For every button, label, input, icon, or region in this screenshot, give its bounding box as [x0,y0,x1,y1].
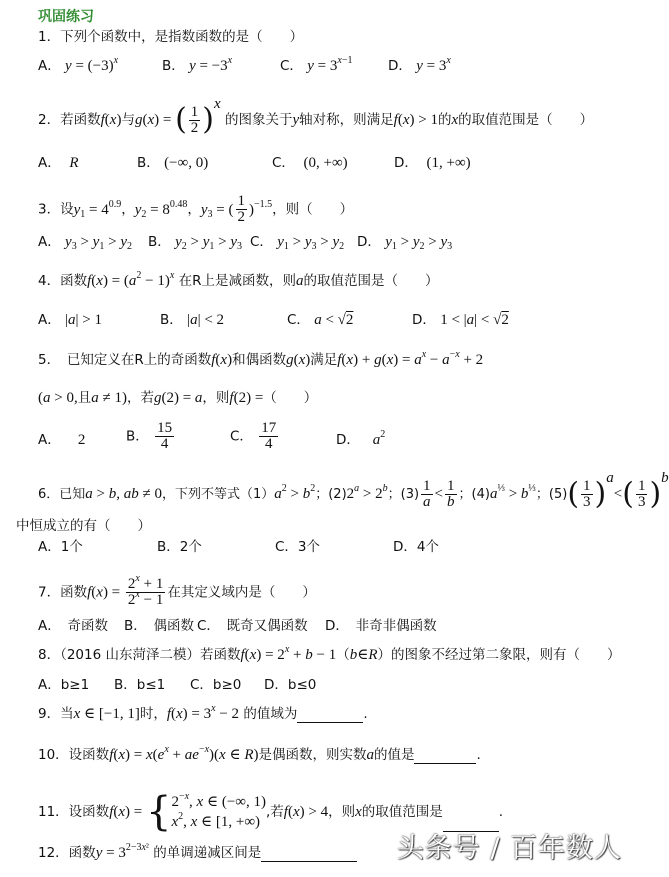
q3-option-a: A． $y_3 > y_1 > y_2$ [38,234,132,252]
q4-option-a: A． |a| > 1 [38,312,103,328]
q1-option-c: C． $y = 3^{x-1}$ [280,55,353,74]
q6-option-d: D．4个 [393,539,439,555]
q5-option-a: A． 2 [38,432,86,448]
q6-option-c: C．3个 [275,539,321,555]
q3-option-b: B． $y_2 > y_1 > y_3$ [148,234,243,252]
q2-option-a: A． R [38,155,79,171]
q7-option-c: C． 既奇又偶函数 [197,618,308,634]
q5-stem: 5． 已知定义在R上的奇函数f(x)和偶函数g(x)满足$f(x) + g(x) = a^x - a^{-x} + 2$ [38,349,484,368]
q8-option-c: C．b≥0 [190,677,242,693]
q10-stem: 10．设函数$f(x) = x(e^x + ae^{-x})(x$ ∈ R)是偶函数，则实数a的值是 . [38,744,481,763]
q12-answer-blank[interactable] [261,847,357,862]
q9-stem: 9．当x ∈ [−1, 1]时，$f(x) = 3^x - 2$ 的值域为 . [38,703,368,722]
q3-stem: 3．设$y_1 = 4^{0.9}$，$y_2 = 8^{0.48}$，$y_3$ = ( $\frac{1}{2}$ )$^{-1.5}$，则（ ） [38,193,354,225]
q5-option-b: B． $\frac{15}{4}$ [126,420,173,452]
q6-stem-cont: 中恒成立的有（ ） [16,518,151,534]
q8-option-a: A．b≥1 [38,677,90,693]
q6-option-b: B．2个 [157,539,202,555]
q1-option-a: A． $y = (-3)^x$ [38,55,119,74]
q11-stem: 11．设函数f(x) = { $2^{-x}$, x ∈ (−∞, 1) $x^2$, x ∈ [1, +∞) ,若f(x) > 4，则x的取值范围是 . [38,789,504,835]
q5-stem-cont: (a > 0,且a ≠ 1)，若g(2) = a，则f(2) =（ ） [38,390,318,406]
q2-stem: 2．若函数f(x)与g(x) = ( $\frac{1}{2}$ )$^x$ 的图象关于y轴对称，则满足f(x) > 1的x的取值范围是（ ） [38,96,594,137]
q12-stem: 12．函数$y = 3^{2-3x^2}$ 的单调递减区间是 [38,844,357,862]
q3-option-c: C． $y_1 > y_3 > y_2$ [250,234,345,252]
q7-option-d: D． 非奇非偶函数 [325,618,437,634]
q4-option-d: D． 1 < |a| < √2 [412,312,509,328]
q4-stem: 4．函数$f(x) = (a^2 - 1)^x$ 在R上是减函数，则a的取值范围是（ ） [38,270,439,289]
q2-option-d: D． (1, +∞) [394,155,471,171]
q5-option-d: D． $a^2$ [336,429,386,448]
q7-stem: 7．函数f(x) = $\frac{2^x + 1}{2^x - 1}$ 在其定义域内是（ ） [38,573,316,608]
q8-option-d: D．b≤0 [264,677,317,693]
q9-answer-blank[interactable] [297,708,363,723]
q7-option-b: B． 偶函数 [124,618,195,634]
q8-option-b: B．b≤1 [114,677,166,693]
q8-stem: 8．（2016 山东菏泽二模）若函数$f(x) = 2^x + b$ − 1（b∈R）的图象不经过第二象限，则有（ ） [38,644,621,663]
q1-option-d: D． $y = 3^x$ [388,55,451,74]
q3-option-d: D． $y_1 > y_2 > y_3$ [357,234,453,252]
watermark: 头条号 / 百年数人 [396,833,622,864]
q5-option-c: C． $\frac{17}{4}$ [230,420,277,452]
q6-stem: 6．已知a > b, ab ≠ 0，下列不等式$(1)a^2 > b^2$；$(2)2^a > 2^b$；(3) $\frac{1}{a}$ < $\frac{1}{b}$ ；$(4)a^{\frac{1}{3}} > b^{\frac{1}{3}}$；(5)( $\frac{1}{3}$ )$^a$<( $\frac{1}{3}$ )$^b$ [38,470,669,512]
q6-option-a: A．1个 [38,539,83,555]
q2-option-b: B． (−∞, 0) [137,155,209,171]
q2-option-c: C． (0, +∞) [272,155,348,171]
q4-option-b: B． |a| < 2 [160,312,225,328]
q1-stem: 1．下列个函数中，是指数函数的是（ ） [38,29,304,45]
section-title: 巩固练习 [38,9,94,25]
q10-answer-blank[interactable] [414,749,476,764]
q1-option-b: B． $y = -3^x$ [162,55,233,74]
q7-option-a: A． 奇函数 [38,618,108,634]
q4-option-c: C． a < √2 [287,312,354,328]
